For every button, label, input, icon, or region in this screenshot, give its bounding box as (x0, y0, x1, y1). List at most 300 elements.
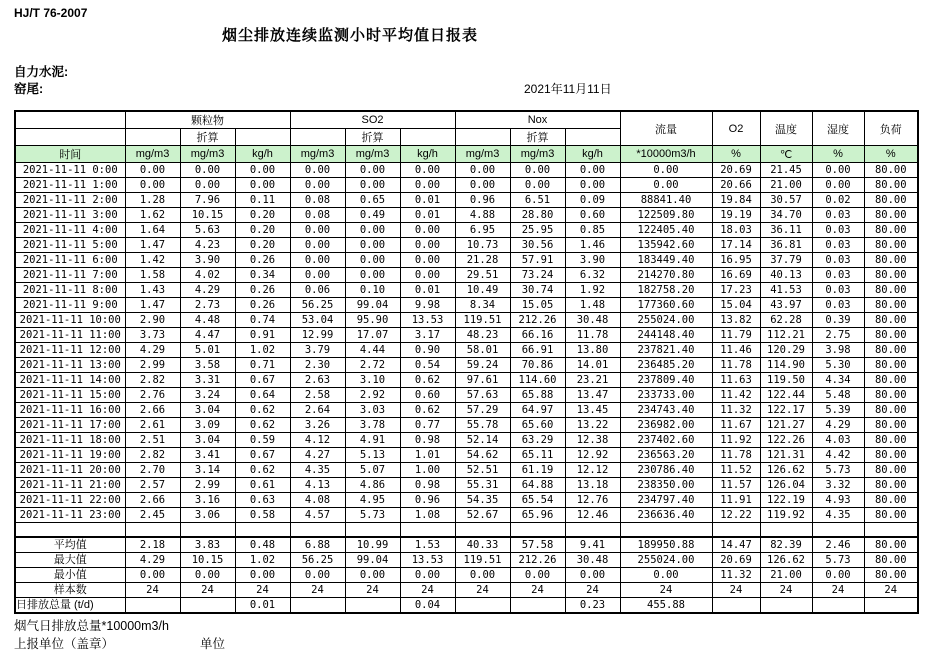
value-cell: 4.44 (345, 343, 400, 358)
group-header-particulate: 颗粒物 (125, 111, 290, 129)
summary-label: 最大值 (15, 553, 125, 568)
value-cell: 4.13 (290, 478, 345, 493)
value-cell: 80.00 (864, 328, 918, 343)
summary-value-cell: 80.00 (864, 568, 918, 583)
station-label: 窑尾: (14, 82, 44, 96)
value-cell: 10.49 (455, 283, 510, 298)
value-cell: 122.19 (760, 493, 812, 508)
value-cell: 0.00 (290, 223, 345, 238)
value-cell: 30.74 (510, 283, 565, 298)
value-cell: 0.01 (400, 193, 455, 208)
data-row (15, 163, 918, 178)
humidity-header: 湿度 (812, 111, 864, 146)
time-cell: 2021-11-11 12:00 (15, 343, 125, 358)
value-cell: 1.64 (125, 223, 180, 238)
value-cell: 3.16 (180, 493, 235, 508)
value-cell: 80.00 (864, 493, 918, 508)
value-cell: 2.75 (812, 328, 864, 343)
value-cell: 0.90 (400, 343, 455, 358)
value-cell: 1.62 (125, 208, 180, 223)
data-row (15, 328, 918, 343)
summary-value-cell: 9.41 (565, 537, 620, 553)
value-cell: 80.00 (864, 508, 918, 523)
value-cell: 2.73 (180, 298, 235, 313)
spacer-row (15, 523, 918, 538)
value-cell: 2.66 (125, 493, 180, 508)
value-cell: 80.00 (864, 373, 918, 388)
value-cell: 20.66 (712, 178, 760, 193)
summary-value-cell: 6.88 (290, 537, 345, 553)
summary-value-cell: 0.00 (620, 568, 712, 583)
unit-cell: % (712, 146, 760, 163)
value-cell: 0.03 (812, 238, 864, 253)
summary-value-cell: 99.04 (345, 553, 400, 568)
summary-value-cell: 56.25 (290, 553, 345, 568)
value-cell: 3.06 (180, 508, 235, 523)
value-cell: 233733.00 (620, 388, 712, 403)
group-header-so2: SO2 (290, 111, 455, 129)
value-cell: 0.00 (125, 178, 180, 193)
value-cell: 12.99 (290, 328, 345, 343)
value-cell: 0.63 (235, 493, 290, 508)
value-cell: 4.03 (812, 433, 864, 448)
value-cell: 80.00 (864, 163, 918, 178)
value-cell: 3.31 (180, 373, 235, 388)
value-cell: 80.00 (864, 268, 918, 283)
value-cell: 5.73 (345, 508, 400, 523)
data-row (15, 298, 918, 313)
value-cell: 0.00 (400, 163, 455, 178)
value-cell: 0.11 (235, 193, 290, 208)
unit-cell: % (864, 146, 918, 163)
summary-value-cell: 0.00 (812, 568, 864, 583)
unit-cell: ℃ (760, 146, 812, 163)
value-cell: 4.91 (345, 433, 400, 448)
value-cell: 52.67 (455, 508, 510, 523)
value-cell: 1.92 (565, 283, 620, 298)
summary-value-cell: 24 (812, 583, 864, 598)
value-cell: 29.51 (455, 268, 510, 283)
time-cell: 2021-11-11 0:00 (15, 163, 125, 178)
value-cell: 122.44 (760, 388, 812, 403)
data-row (15, 508, 918, 523)
value-cell: 0.00 (345, 223, 400, 238)
value-cell: 0.60 (400, 388, 455, 403)
value-cell: 0.96 (400, 493, 455, 508)
summary-value-cell: 212.26 (510, 553, 565, 568)
value-cell: 54.62 (455, 448, 510, 463)
summary-value-cell: 24 (510, 583, 565, 598)
value-cell: 0.20 (235, 208, 290, 223)
value-cell: 126.04 (760, 478, 812, 493)
value-cell: 0.10 (345, 283, 400, 298)
value-cell: 122405.40 (620, 223, 712, 238)
value-cell: 95.90 (345, 313, 400, 328)
value-cell: 0.54 (400, 358, 455, 373)
time-cell: 2021-11-11 13:00 (15, 358, 125, 373)
value-cell: 0.03 (812, 268, 864, 283)
value-cell: 14.01 (565, 358, 620, 373)
value-cell: 236485.20 (620, 358, 712, 373)
value-cell: 8.34 (455, 298, 510, 313)
value-cell: 11.79 (712, 328, 760, 343)
value-cell: 0.00 (620, 178, 712, 193)
value-cell: 73.24 (510, 268, 565, 283)
page-title: 烟尘排放连续监测小时平均值日报表 (222, 27, 479, 44)
converted-header-nox: 折算 (510, 129, 565, 146)
value-cell: 3.24 (180, 388, 235, 403)
value-cell: 36.11 (760, 223, 812, 238)
time-cell: 2021-11-11 20:00 (15, 463, 125, 478)
header-group-row (15, 111, 918, 129)
value-cell: 12.38 (565, 433, 620, 448)
summary-value-cell: 119.51 (455, 553, 510, 568)
value-cell: 30.48 (565, 313, 620, 328)
unit-cell: kg/h (400, 146, 455, 163)
summary-value-cell: 80.00 (864, 537, 918, 553)
empty-cell (345, 523, 400, 538)
value-cell: 4.93 (812, 493, 864, 508)
value-cell: 34.70 (760, 208, 812, 223)
value-cell: 5.63 (180, 223, 235, 238)
empty-cell (290, 523, 345, 538)
value-cell: 2.30 (290, 358, 345, 373)
value-cell: 119.51 (455, 313, 510, 328)
value-cell: 1.43 (125, 283, 180, 298)
value-cell: 234797.40 (620, 493, 712, 508)
summary-value-cell: 11.32 (712, 568, 760, 583)
value-cell: 2.90 (125, 313, 180, 328)
value-cell: 0.74 (235, 313, 290, 328)
company-label: 自力水泥: (14, 65, 69, 79)
converted-header-particulate: 折算 (180, 129, 235, 146)
value-cell: 30.57 (760, 193, 812, 208)
value-cell: 97.61 (455, 373, 510, 388)
value-cell: 0.03 (812, 208, 864, 223)
value-cell: 0.67 (235, 373, 290, 388)
value-cell: 15.04 (712, 298, 760, 313)
data-row (15, 358, 918, 373)
value-cell: 52.51 (455, 463, 510, 478)
value-cell: 41.53 (760, 283, 812, 298)
summary-value-cell: 0.00 (235, 568, 290, 583)
value-cell: 2.72 (345, 358, 400, 373)
value-cell: 0.00 (400, 253, 455, 268)
value-cell: 237809.40 (620, 373, 712, 388)
data-body (15, 163, 918, 523)
value-cell: 80.00 (864, 358, 918, 373)
value-cell: 0.00 (345, 253, 400, 268)
value-cell: 80.00 (864, 283, 918, 298)
value-cell: 54.35 (455, 493, 510, 508)
value-cell: 120.29 (760, 343, 812, 358)
value-cell: 13.18 (565, 478, 620, 493)
summary-value-cell: 0.23 (565, 598, 620, 614)
value-cell: 5.01 (180, 343, 235, 358)
summary-value-cell: 10.15 (180, 553, 235, 568)
value-cell: 237402.60 (620, 433, 712, 448)
value-cell: 88841.40 (620, 193, 712, 208)
value-cell: 16.95 (712, 253, 760, 268)
value-cell: 0.62 (235, 463, 290, 478)
value-cell: 13.82 (712, 313, 760, 328)
value-cell: 11.32 (712, 403, 760, 418)
value-cell: 11.92 (712, 433, 760, 448)
value-cell: 0.00 (290, 253, 345, 268)
summary-row (15, 598, 918, 614)
value-cell: 4.12 (290, 433, 345, 448)
value-cell: 1.02 (235, 343, 290, 358)
value-cell: 6.95 (455, 223, 510, 238)
value-cell: 135942.60 (620, 238, 712, 253)
value-cell: 0.00 (812, 178, 864, 193)
value-cell: 11.78 (565, 328, 620, 343)
value-cell: 0.00 (235, 178, 290, 193)
value-cell: 0.08 (290, 208, 345, 223)
temperature-header: 温度 (760, 111, 812, 146)
value-cell: 62.28 (760, 313, 812, 328)
value-cell: 0.00 (400, 238, 455, 253)
value-cell: 7.96 (180, 193, 235, 208)
summary-value-cell: 5.73 (812, 553, 864, 568)
value-cell: 12.22 (712, 508, 760, 523)
value-cell: 112.21 (760, 328, 812, 343)
summary-value-cell: 1.02 (235, 553, 290, 568)
summary-value-cell (180, 598, 235, 614)
summary-value-cell: 455.88 (620, 598, 712, 614)
value-cell: 3.04 (180, 433, 235, 448)
value-cell: 4.88 (455, 208, 510, 223)
value-cell: 12.76 (565, 493, 620, 508)
value-cell: 40.13 (760, 268, 812, 283)
value-cell: 57.63 (455, 388, 510, 403)
unit-cell: mg/m3 (345, 146, 400, 163)
time-cell: 2021-11-11 6:00 (15, 253, 125, 268)
summary-row (15, 537, 918, 553)
summary-value-cell (712, 598, 760, 614)
summary-value-cell: 24 (455, 583, 510, 598)
value-cell: 119.50 (760, 373, 812, 388)
value-cell: 0.62 (400, 403, 455, 418)
data-row (15, 223, 918, 238)
value-cell: 0.00 (455, 163, 510, 178)
summary-value-cell: 0.00 (510, 568, 565, 583)
data-row (15, 418, 918, 433)
value-cell: 4.23 (180, 238, 235, 253)
value-cell: 0.00 (400, 268, 455, 283)
value-cell: 0.20 (235, 238, 290, 253)
value-cell: 1.46 (565, 238, 620, 253)
value-cell: 5.07 (345, 463, 400, 478)
data-row (15, 238, 918, 253)
value-cell: 0.03 (812, 298, 864, 313)
summary-value-cell: 0.00 (180, 568, 235, 583)
value-cell: 12.46 (565, 508, 620, 523)
empty-cell (760, 523, 812, 538)
value-cell: 119.92 (760, 508, 812, 523)
value-cell: 65.88 (510, 388, 565, 403)
value-cell: 80.00 (864, 313, 918, 328)
value-cell: 0.00 (345, 238, 400, 253)
summary-value-cell (290, 598, 345, 614)
value-cell: 43.97 (760, 298, 812, 313)
value-cell: 0.03 (812, 283, 864, 298)
value-cell: 0.00 (345, 178, 400, 193)
value-cell: 0.00 (620, 163, 712, 178)
value-cell: 4.29 (812, 418, 864, 433)
value-cell: 80.00 (864, 343, 918, 358)
unit-cell: mg/m3 (125, 146, 180, 163)
value-cell: 230786.40 (620, 463, 712, 478)
value-cell: 15.05 (510, 298, 565, 313)
value-cell: 2.99 (180, 478, 235, 493)
value-cell: 2.76 (125, 388, 180, 403)
summary-value-cell: 24 (345, 583, 400, 598)
value-cell: 4.35 (812, 508, 864, 523)
summary-value-cell: 40.33 (455, 537, 510, 553)
time-header-spacer2 (15, 129, 125, 146)
time-cell: 2021-11-11 22:00 (15, 493, 125, 508)
value-cell: 0.98 (400, 433, 455, 448)
value-cell: 3.41 (180, 448, 235, 463)
value-cell: 55.78 (455, 418, 510, 433)
time-cell: 2021-11-11 15:00 (15, 388, 125, 403)
summary-value-cell: 4.29 (125, 553, 180, 568)
value-cell: 3.78 (345, 418, 400, 433)
summary-value-cell: 57.58 (510, 537, 565, 553)
summary-value-cell: 1.53 (400, 537, 455, 553)
summary-value-cell: 24 (712, 583, 760, 598)
value-cell: 0.00 (565, 178, 620, 193)
value-cell: 236636.40 (620, 508, 712, 523)
value-cell: 1.01 (400, 448, 455, 463)
value-cell: 1.42 (125, 253, 180, 268)
data-row (15, 373, 918, 388)
value-cell: 65.54 (510, 493, 565, 508)
value-cell: 0.67 (235, 448, 290, 463)
time-cell: 2021-11-11 1:00 (15, 178, 125, 193)
time-cell: 2021-11-11 17:00 (15, 418, 125, 433)
value-cell: 4.42 (812, 448, 864, 463)
value-cell: 52.14 (455, 433, 510, 448)
units-row (15, 146, 918, 163)
time-cell: 2021-11-11 9:00 (15, 298, 125, 313)
value-cell: 66.16 (510, 328, 565, 343)
summary-value-cell: 24 (180, 583, 235, 598)
value-cell: 0.34 (235, 268, 290, 283)
value-cell: 122509.80 (620, 208, 712, 223)
value-cell: 0.03 (812, 223, 864, 238)
value-cell: 2.51 (125, 433, 180, 448)
time-cell: 2021-11-11 7:00 (15, 268, 125, 283)
time-cell: 2021-11-11 18:00 (15, 433, 125, 448)
group-header-nox: Nox (455, 111, 620, 129)
value-cell: 0.00 (235, 163, 290, 178)
unit-cell: *10000m3/h (620, 146, 712, 163)
unit-cell: mg/m3 (180, 146, 235, 163)
summary-value-cell: 80.00 (864, 553, 918, 568)
value-cell: 5.39 (812, 403, 864, 418)
value-cell: 10.73 (455, 238, 510, 253)
data-row (15, 343, 918, 358)
summary-value-cell (864, 598, 918, 614)
summary-value-cell: 0.00 (345, 568, 400, 583)
data-row (15, 463, 918, 478)
summary-row (15, 553, 918, 568)
value-cell: 11.63 (712, 373, 760, 388)
value-cell: 11.91 (712, 493, 760, 508)
time-cell: 2021-11-11 5:00 (15, 238, 125, 253)
empty-cell (400, 523, 455, 538)
value-cell: 236982.00 (620, 418, 712, 433)
value-cell: 36.81 (760, 238, 812, 253)
value-cell: 2.57 (125, 478, 180, 493)
value-cell: 122.26 (760, 433, 812, 448)
value-cell: 0.00 (400, 178, 455, 193)
value-cell: 80.00 (864, 223, 918, 238)
summary-value-cell: 13.53 (400, 553, 455, 568)
value-cell: 2.70 (125, 463, 180, 478)
summary-value-cell: 126.62 (760, 553, 812, 568)
empty-cell (712, 523, 760, 538)
value-cell: 4.29 (125, 343, 180, 358)
value-cell: 80.00 (864, 463, 918, 478)
time-cell: 2021-11-11 11:00 (15, 328, 125, 343)
value-cell: 80.00 (864, 178, 918, 193)
value-cell: 0.62 (400, 373, 455, 388)
summary-value-cell (125, 598, 180, 614)
data-row (15, 193, 918, 208)
value-cell: 5.73 (812, 463, 864, 478)
value-cell: 1.58 (125, 268, 180, 283)
summary-value-cell: 24 (400, 583, 455, 598)
unit-label: 单位 (200, 637, 226, 651)
unit-cell: kg/h (565, 146, 620, 163)
value-cell: 0.26 (235, 283, 290, 298)
value-cell: 57.29 (455, 403, 510, 418)
value-cell: 13.80 (565, 343, 620, 358)
data-row (15, 268, 918, 283)
value-cell: 0.64 (235, 388, 290, 403)
value-cell: 5.13 (345, 448, 400, 463)
summary-label: 平均值 (15, 537, 125, 553)
time-cell: 2021-11-11 4:00 (15, 223, 125, 238)
value-cell: 236563.20 (620, 448, 712, 463)
value-cell: 0.62 (235, 418, 290, 433)
value-cell: 114.60 (510, 373, 565, 388)
value-cell: 0.00 (290, 178, 345, 193)
value-cell: 80.00 (864, 478, 918, 493)
value-cell: 18.03 (712, 223, 760, 238)
data-row (15, 478, 918, 493)
summary-label: 日排放总量 (t/d) (15, 598, 125, 614)
empty-cell (620, 523, 712, 538)
value-cell: 28.80 (510, 208, 565, 223)
value-cell: 1.28 (125, 193, 180, 208)
data-row (15, 433, 918, 448)
value-cell: 64.88 (510, 478, 565, 493)
value-cell: 63.29 (510, 433, 565, 448)
value-cell: 0.77 (400, 418, 455, 433)
summary-value-cell: 0.00 (400, 568, 455, 583)
value-cell: 0.98 (400, 478, 455, 493)
empty-cell (15, 523, 125, 538)
value-cell: 2.99 (125, 358, 180, 373)
value-cell: 214270.80 (620, 268, 712, 283)
value-cell: 21.45 (760, 163, 812, 178)
value-cell: 0.01 (400, 283, 455, 298)
value-cell: 0.62 (235, 403, 290, 418)
